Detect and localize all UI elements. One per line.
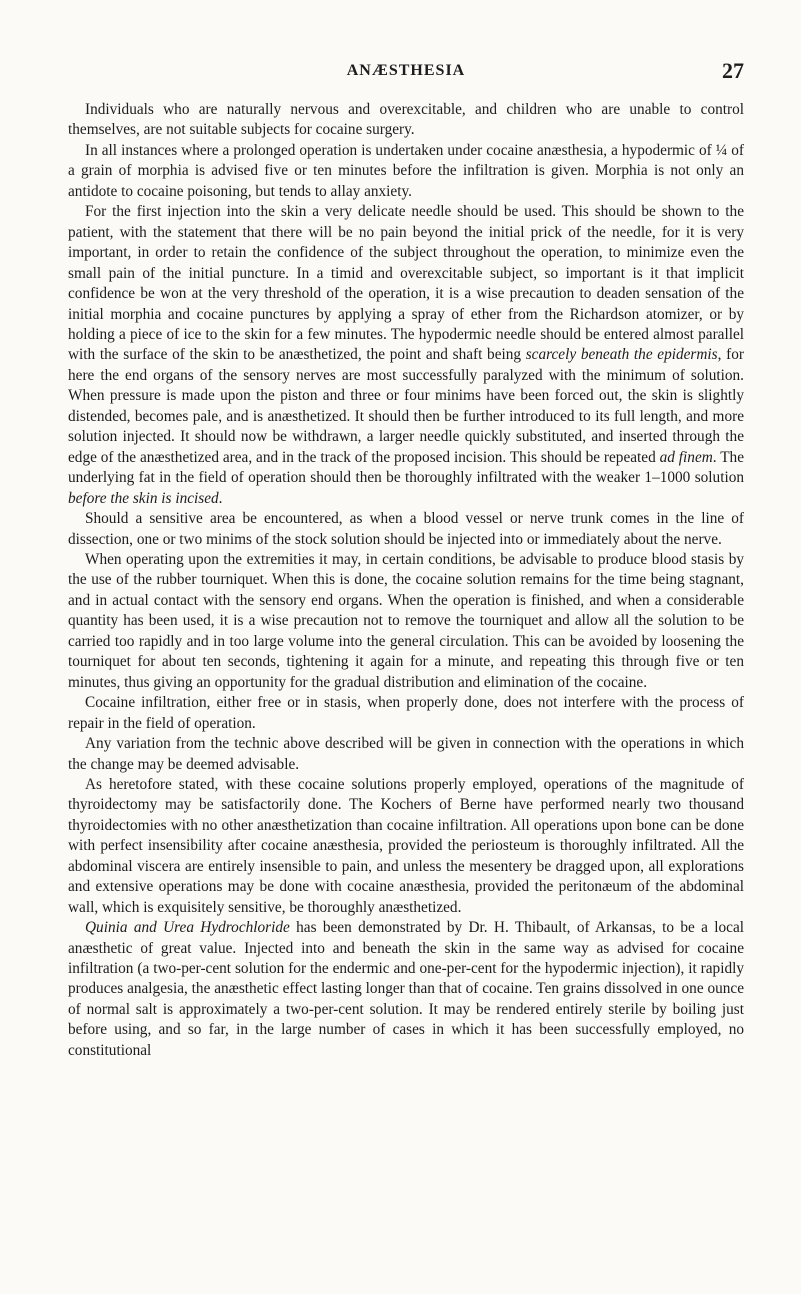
paragraph-thyroidectomy: As heretofore stated, with these cocaine solutions properly employed, operations of the magnitude of thyroidectomy may be satisfactorily done. The Kochers of Berne have performed nearly two thousand thyroidectomies with no other anæsthetization than cocaine infiltration. All operations upon bone can be done with perfect insensibility after cocaine anæsthesia, provided the periosteum is thoroughly infiltrated. All the abdominal viscera are entirely insensible to pain, and unless the mesentery be dragged upon, all explorations and extensive operations may be done with cocaine anæsthesia, provided the peritonæum of the abdominal wall, which is exquisitely sensitive, be thoroughly anæsthetized. [68,775,744,916]
body-text [68,100,744,1061]
text-segment: . The underlying fat in the field of operation should then be thoroughly infiltrated with the weaker 1–1000 solution [68,448,744,487]
emphasis-before-incised: before the skin is incised [68,489,219,507]
emphasis-quinia-urea: Quinia and Urea Hydrochloride [85,919,290,937]
emphasis-ad-finem: ad finem [659,448,713,466]
running-title: ANÆSTHESIA [346,62,466,79]
page-number: 27 [722,58,744,83]
paragraph-quinia-urea [68,918,744,1061]
text-segment: . [218,489,223,507]
text-segment: For the first injection into the skin a very delicate needle should be used. This should be shown to the patient, with the statement that there will be no pain beyond the initial prick of the needle, for it is very important, in order to retain the confidence of the subject throughout the operation, to minimize even the small pain of the initial puncture. In a timid and overexcitable subject, so important is it that implicit confidence be won at the very threshold of the operation, it is a wise precaution to deaden sensation of the initial morphia and cocaine punctures by applying a spray of ether from the Richardson atomizer, or by holding a piece of ice to the skin for a few minutes. The hypodermic needle should be entered almost parallel with the surface of the skin to be anæsthetized, the point and shaft being [68,203,744,364]
emphasis-epidermis: scarcely beneath the epidermis [525,346,718,364]
paragraph-unsuitable-subjects: Individuals who are naturally nervous and overexcitable, and children who are unable to control themselves, are not suitable subjects for cocaine surgery. [68,101,744,139]
paragraph-morphia: In all instances where a prolonged operation is undertaken under cocaine anæsthesia, a hypodermic of ¼ of a grain of morphia is advised five or ten minutes before the infiltration is given. Morphia is not only an antidote to cocaine poisoning, but tends to allay anxiety. [68,141,744,200]
paragraph-variation: Any variation from the technic above described will be given in connection with the operations in which the change may be deemed advisable. [68,735,744,773]
paragraph-sensitive-area: Should a sensitive area be encountered, as when a blood vessel or nerve trunk comes in the line of dissection, one or two minims of the stock solution should be injected into or immediately about the nerve. [68,510,744,548]
text-segment: , for here the end organs of the sensory nerves are most successfully paralyzed with the minimum of solution. When pressure is made upon the piston and three or four minims have been forced out, the skin is slightly distended, becomes pale, and is anæsthetized. It should then be further introduced to its full length, and more solution injected. It should now be withdrawn, a larger needle quickly substituted, and inserted through the edge of the anæsthetized area, and in the track of the proposed incision. This should be repeated [68,346,744,466]
paragraph-repair: Cocaine infiltration, either free or in stasis, when properly done, does not interfere with the process of repair in the field of operation. [68,694,744,732]
paragraph-first-injection [68,202,744,509]
paragraph-tourniquet: When operating upon the extremities it may, in certain conditions, be advisable to produce blood stasis by the use of the rubber tourniquet. When this is done, the cocaine solution remains for the time being stagnant, and in actual contact with the sensory end organs. When the operation is finished, and when a considerable quantity has been used, it is a wise precaution not to remove the tourniquet and allow all the solution to be carried too rapidly and in too large volume into the general circulation. This can be avoided by loosening the tourniquet for about ten seconds, tightening it again for a minute, and repeating this through five or ten minutes, thus giving an opportunity for the gradual distribution and elimination of the cocaine. [68,550,744,691]
text-segment: has been demonstrated by Dr. H. Thibault, of Arkansas, to be a local anæsthetic of great value. Injected into and beneath the skin in the same way as advised for cocaine infiltration (a two-per-cent solution for the endermic and one-per-cent for the hypodermic injection), it rapidly produces analgesia, the anæsthetic effect lasting longer than that of cocaine. Ten grains dissolved in one ounce of normal salt is approximately a two-per-cent solution. It may be rendered entirely sterile by boiling just before using, and so far, in the large number of cases in which it has been successfully employed, no constitutional [68,919,744,1059]
running-head [68,58,744,86]
